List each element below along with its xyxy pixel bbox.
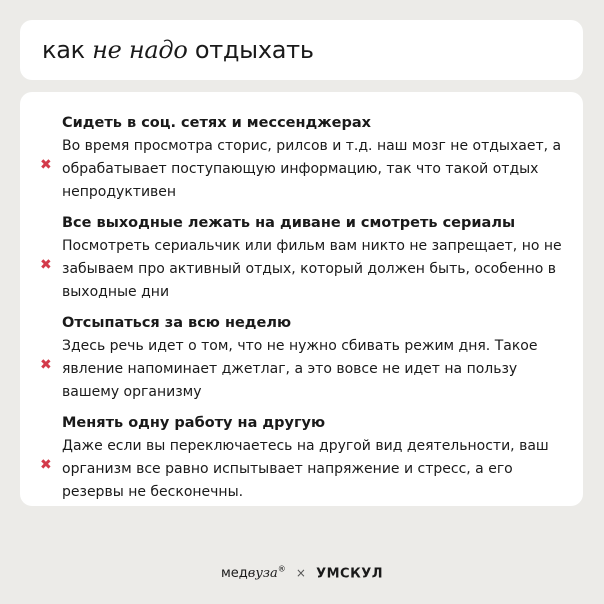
title-card [20,20,583,80]
cross-icon: ✖ [40,457,52,473]
item-title: Все выходные лежать на диване и смотреть сериалы [62,215,516,231]
title-after: отдыхать [194,36,314,64]
title-emphasis: не надо [92,36,188,64]
item-title: Отсыпаться за всю неделю [62,315,292,331]
list-item [40,112,569,204]
times-icon: × [295,566,306,581]
footer-logos [0,565,604,581]
tips-list-card [20,92,583,506]
logo-part: мед [220,566,248,582]
cross-icon: ✖ [40,357,52,373]
item-text: Здесь речь идет о том, что не нужно сбивать режим дня. Такое явление напоминает джетлаг, а это вовсе не идет на пользу вашему организму [62,338,538,400]
item-text: Даже если вы переключаетесь на другой вид деятельности, ваш организм все равно испытывает напряжение и стресс, а его резервы не бесконечны. [62,438,549,500]
list-item [40,312,569,404]
logo-part-italic: вуза [247,566,278,582]
registered-mark: ® [277,565,286,574]
item-title: Менять одну работу на другую [62,415,326,431]
cross-icon: ✖ [40,257,52,273]
umskul-logo: УМСКУЛ [316,566,384,582]
cross-icon: ✖ [40,157,52,173]
item-text: Посмотреть сериальчик или фильм вам никто не запрещает, но не забываем про активный отдых, который должен быть, особенно в выходные дни [62,238,562,300]
medvuza-logo [221,566,286,581]
page-title [42,36,314,64]
list-item [40,212,569,304]
title-before: как [42,36,85,64]
item-text: Во время просмотра сторис, рилсов и т.д. наш мозг не отдыхает, а обрабатывает поступающую информацию, так что такой отдых непродуктивен [62,138,562,200]
list-item [40,412,569,504]
item-title: Сидеть в соц. сетях и мессенджерах [62,115,372,131]
